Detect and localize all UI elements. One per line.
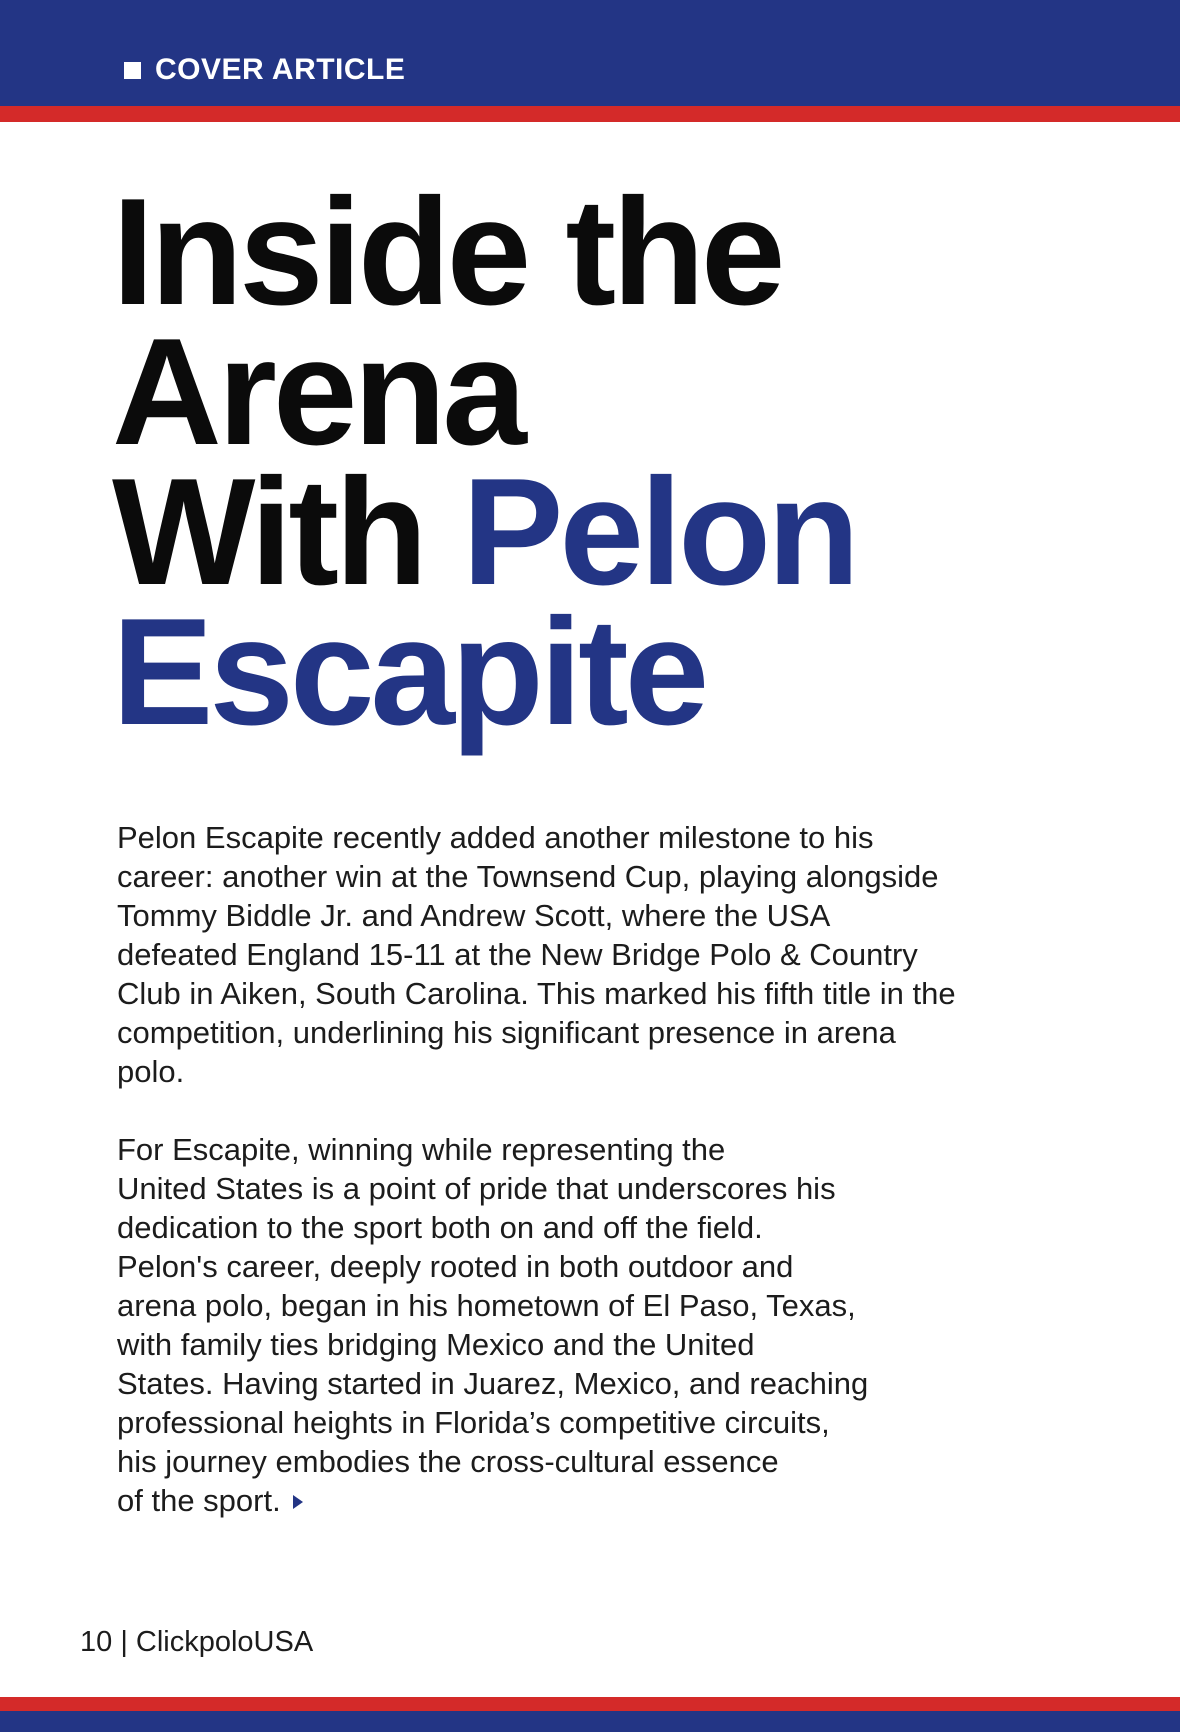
paragraph-2-line: United States is a point of pride that underscores his <box>117 1171 836 1206</box>
paragraph-2-line: For Escapite, winning while representing the <box>117 1132 726 1167</box>
page-footer: 10 | ClickpoloUSA <box>80 1626 314 1658</box>
paragraph-2-line: professional heights in Florida’s competitive circuits, <box>117 1405 830 1440</box>
header-bar <box>0 0 1180 106</box>
continue-arrow-icon <box>293 1495 303 1509</box>
paragraph-2-line: Pelon's career, deeply rooted in both outdoor and <box>117 1249 794 1284</box>
paragraph-2 <box>117 1130 957 1520</box>
paragraph-2-line: arena polo, began in his hometown of El Paso, Texas, <box>117 1288 856 1323</box>
headline-line-3-plain: With <box>112 447 463 617</box>
section-label <box>124 50 405 90</box>
headline-name-last: Escapite <box>112 587 706 757</box>
article-headline <box>112 167 1112 757</box>
section-label-text: COVER ARTICLE <box>155 53 406 86</box>
paragraph-2-line: dedication to the sport both on and off the field. <box>117 1210 763 1245</box>
headline-name-first: Pelon <box>462 447 856 617</box>
article-body <box>117 818 957 1559</box>
paragraph-2-line: with family ties bridging Mexico and the United <box>117 1327 755 1362</box>
paragraph-2-line: States. Having started in Juarez, Mexico, and reaching <box>117 1366 869 1401</box>
paragraph-2-line: his journey embodies the cross-cultural essence <box>117 1444 779 1479</box>
footer-bar <box>0 1711 1180 1732</box>
headline-line-2: Arena <box>112 307 523 477</box>
headline-line-1: Inside the <box>112 167 782 337</box>
footer-stripe <box>0 1697 1180 1711</box>
paragraph-2-last-line: of the sport. <box>117 1483 281 1518</box>
header-stripe <box>0 106 1180 122</box>
square-bullet-icon <box>124 62 141 79</box>
paragraph-1: Pelon Escapite recently added another milestone to his career: another win at the Townsend Cup, playing alongside Tommy Biddle Jr. and Andrew Scott, where the USA defeated England 15-11 at the New Bridge Polo & Country Club in Aiken, South Carolina. This marked his fifth title in the competition, underlining his significant presence in arena polo. <box>117 820 956 1089</box>
